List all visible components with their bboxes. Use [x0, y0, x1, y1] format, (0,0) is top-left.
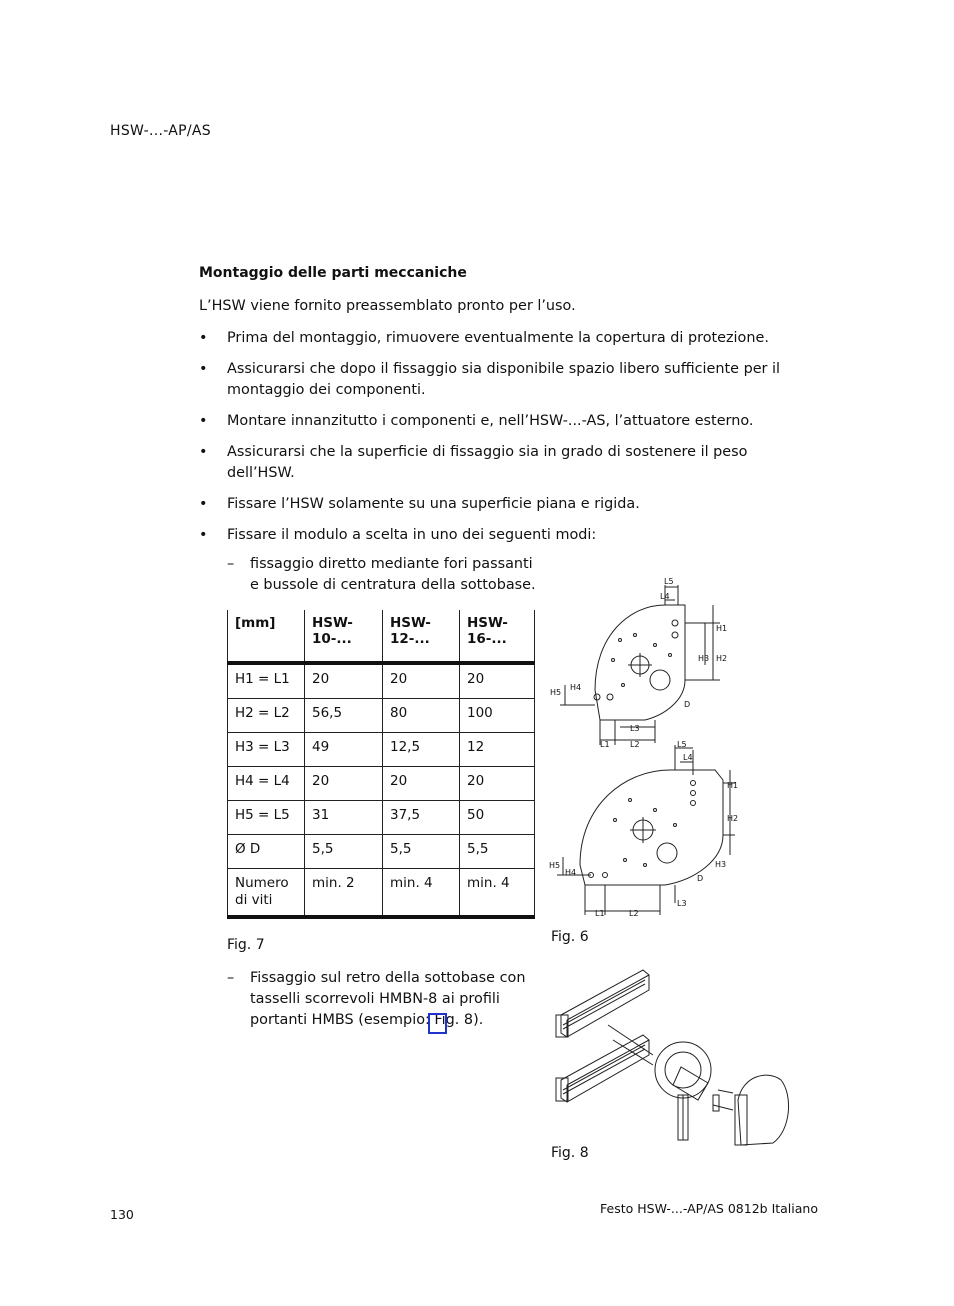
centering-bore	[657, 843, 677, 863]
list-item: • Prima del montaggio, rimuovere eventualmente la copertura di protezione.	[199, 328, 799, 349]
bullet-icon: •	[199, 444, 208, 460]
dim-label: H3	[715, 860, 727, 869]
dim-label: H3	[698, 654, 710, 663]
table-row: H4 = L4 20 20 20	[228, 767, 535, 801]
profile-top	[561, 970, 649, 1037]
dim-label: L4	[683, 753, 693, 762]
external-actuator-cover	[738, 1075, 789, 1145]
rotary-module-body	[655, 1042, 711, 1098]
bullet-icon: •	[199, 527, 208, 543]
mounting-hole	[691, 801, 696, 806]
mounting-hole	[672, 620, 678, 626]
mounting-hole	[691, 791, 696, 796]
table-header-cell: HSW- 10-...	[305, 610, 383, 663]
mounting-hole	[672, 632, 678, 638]
table-header-cell: HSW- 12-...	[383, 610, 460, 663]
centering-bore	[650, 670, 670, 690]
profile-bottom	[561, 1035, 649, 1102]
dim-label: H4	[570, 683, 582, 692]
figure-8-caption: Fig. 8	[551, 1145, 589, 1161]
fig8-link-highlight[interactable]	[428, 1013, 447, 1034]
dim-label: H1	[727, 781, 739, 790]
dim-label: L2	[630, 740, 640, 749]
dim-label: H2	[727, 814, 739, 823]
dim-label: H5	[549, 861, 561, 870]
dash-icon: –	[227, 556, 235, 572]
dim-label: H4	[565, 868, 577, 877]
table-row: H2 = L2 56,5 80 100	[228, 699, 535, 733]
page-number: 130	[110, 1207, 134, 1222]
bullet-icon: •	[199, 496, 208, 512]
figure-7-caption: Fig. 7	[227, 937, 265, 953]
bullet-icon: •	[199, 413, 208, 429]
running-header: HSW-...-AP/AS	[110, 123, 211, 139]
dim-label: H1	[716, 624, 728, 633]
figure-8-drawing	[553, 965, 793, 1150]
base-plate-outline-bottom	[580, 770, 723, 885]
table-header-cell: HSW- 16-...	[460, 610, 535, 663]
table-header-row	[228, 610, 535, 663]
dash-item-rear-mounting: – Fissaggio sul retro della sottobase con tasselli scorrevoli HMBN-8 ai profili portanti HMBS (esempio: Fig. 8).	[227, 970, 526, 1028]
table-row: H3 = L3 49 12,5 12	[228, 733, 535, 767]
table-row: Numero di viti min. 2 min. 4 min. 4	[228, 869, 535, 918]
dim-label: L5	[664, 577, 674, 586]
dim-label: D	[697, 874, 704, 883]
table-header-cell: [mm]	[228, 610, 305, 663]
dim-label: L2	[629, 909, 639, 918]
bullet-icon: •	[199, 361, 208, 377]
footer-doc-info: Festo HSW-...-AP/AS 0812b Italiano	[600, 1201, 818, 1216]
dim-label: L5	[677, 740, 687, 749]
section-title: Montaggio delle parti meccaniche	[199, 265, 467, 281]
instruction-list	[199, 328, 799, 556]
list-item: • Assicurarsi che dopo il fissaggio sia disponibile spazio libero sufficiente per il montaggio dei componenti.	[199, 361, 781, 398]
intro-paragraph: L’HSW viene fornito preassemblato pronto per l’uso.	[199, 298, 576, 314]
dim-label: L1	[600, 740, 610, 749]
bullet-icon: •	[199, 330, 208, 346]
dimensions-table	[227, 610, 535, 919]
figure-6-drawing	[545, 575, 745, 925]
dim-label: D	[684, 700, 691, 709]
list-item: • Fissare l’HSW solamente su una superficie piana e rigida.	[199, 494, 799, 515]
dim-label: L3	[677, 899, 687, 908]
list-item: • Fissare il modulo a scelta in uno dei seguenti modi:	[199, 525, 799, 546]
table-row: H5 = L5 31 37,5 50	[228, 801, 535, 835]
dim-label: L1	[595, 909, 605, 918]
list-item: • Montare innanzitutto i componenti e, nell’HSW-...-AS, l’attuatore esterno.	[199, 411, 799, 432]
mounting-hole	[603, 873, 608, 878]
dash-item-direct-mounting: – fissaggio diretto mediante fori passanti e bussole di centratura della sottobase.	[227, 556, 536, 593]
mounting-hole	[607, 694, 613, 700]
dim-label: L3	[630, 724, 640, 733]
table-row: Ø D 5,5 5,5 5,5	[228, 835, 535, 869]
table-row: H1 = L1 20 20 20	[228, 663, 535, 699]
profile-end-bottom	[556, 1078, 568, 1101]
dim-label: H5	[550, 688, 562, 697]
mounting-hole	[691, 781, 696, 786]
list-item: • Assicurarsi che la superficie di fissaggio sia in grado di sostenere il peso dell’HSW.	[199, 444, 748, 481]
figure-6-caption: Fig. 6	[551, 929, 589, 945]
dim-label: L4	[660, 592, 670, 601]
dash-icon: –	[227, 970, 235, 986]
dim-label: H2	[716, 654, 728, 663]
